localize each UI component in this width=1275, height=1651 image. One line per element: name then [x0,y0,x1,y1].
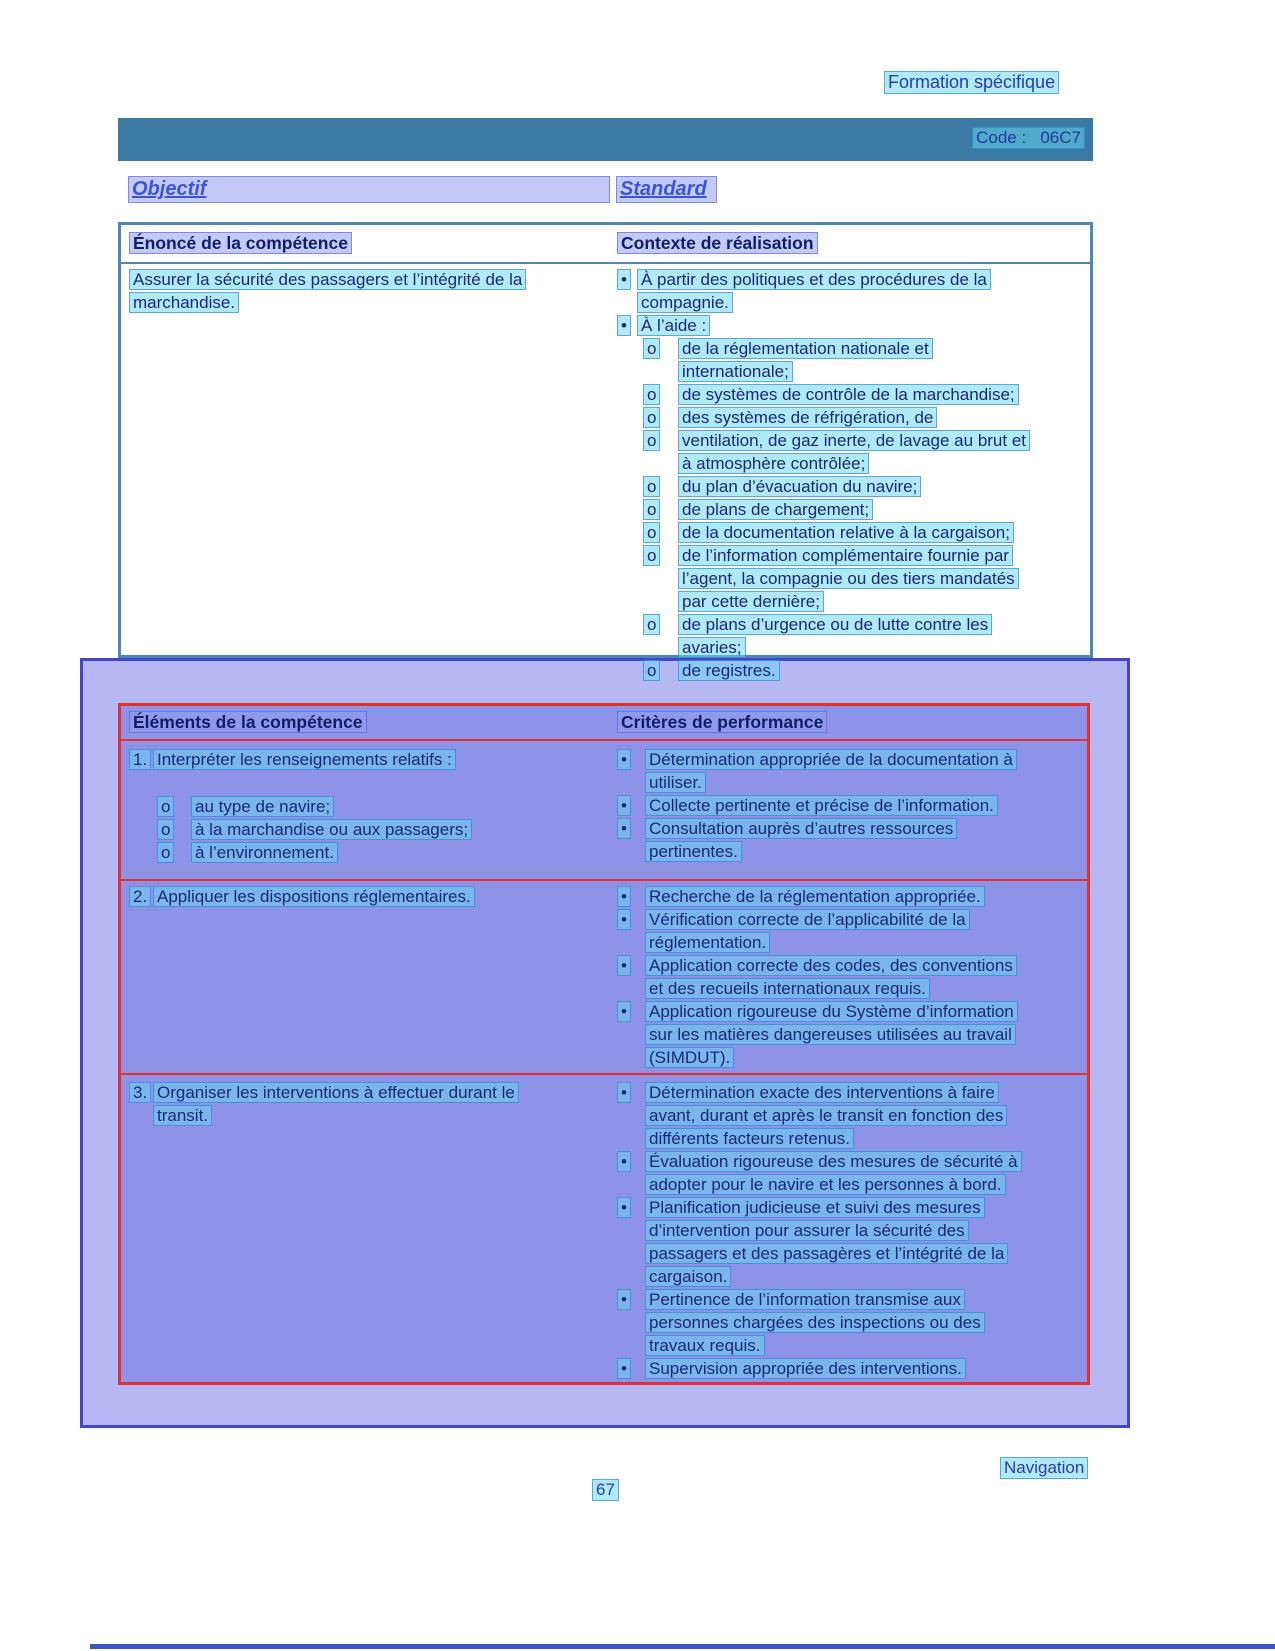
table-cell-contexte [609,270,1090,684]
line-text: l’agent, la compagnie ou des tiers mandatés [678,568,1019,589]
line-text: Vérification correcte de l’applicabilité de la [645,909,970,930]
bullet-icon: 1. [129,749,151,770]
line-text: de l’information complémentaire fournie par [678,545,1013,566]
list-marker [643,477,678,497]
line-text: à la marchandise ou aux passagers; [191,819,472,840]
text-line [643,454,1090,477]
line-text: Planification judicieuse et suivi des mesures [645,1197,985,1218]
line-text: avant, durant et après le transit en fonction des [645,1105,1007,1126]
text-line [617,316,1090,339]
line-text: Assurer la sécurité des passagers et l’intégrité de la [129,269,526,290]
bullet-icon: • [617,1001,631,1022]
table-row [121,741,1087,881]
line-text: travaux requis. [645,1335,765,1356]
text-line [617,1002,1087,1025]
list-marker [157,797,191,817]
line-text: par cette dernière; [678,591,824,612]
list-marker [617,1002,645,1022]
bullet-icon: o [643,430,660,451]
text-line [643,362,1090,385]
column-header-criteres: Critères de performance [617,711,827,733]
text-line [129,750,609,773]
line-text: Détermination exacte des interventions à faire [645,1082,999,1103]
line-text: Pertinence de l’information transmise aux [645,1289,965,1310]
line-text: différents facteurs retenus. [645,1128,854,1149]
table1-header-cell-left [121,233,609,262]
text-line [617,1025,1087,1048]
page-number: 67 [592,1479,619,1501]
text-line [129,887,609,910]
text-line [617,1313,1087,1336]
bottom-divider [90,1644,1275,1649]
line-text: de registres. [678,660,780,681]
line-text: du plan d’évacuation du navire; [678,476,921,497]
text-line [617,1198,1087,1221]
text-line [643,523,1090,546]
line-text: et des recueils internationaux requis. [645,978,930,999]
text-line [617,1359,1087,1382]
text-line [617,1290,1087,1313]
bullet-icon: o [643,660,660,681]
text-line [617,1152,1087,1175]
bullet-icon: • [617,1197,631,1218]
list-marker [157,820,191,840]
bullet-icon: • [617,886,631,907]
line-text: Supervision appropriée des interventions. [645,1358,966,1379]
list-marker [617,796,645,816]
line-text: sur les matières dangereuses utilisées au travail [645,1024,1016,1045]
bullet-icon: o [157,819,174,840]
list-marker [643,546,678,566]
line-text: Évaluation rigoureuse des mesures de sécurité à [645,1151,1022,1172]
list-marker [617,1359,645,1379]
text-line [643,661,1090,684]
heading-objectif: Objectif [132,178,207,200]
line-text: adopter pour le navire et les personnes à bord. [645,1174,1006,1195]
bullet-icon: • [617,1289,631,1310]
text-line [643,615,1090,638]
competence-table [118,703,1090,1385]
text-line [617,1244,1087,1267]
text-line [643,477,1090,500]
text-line [129,293,609,316]
text-line [617,1336,1087,1359]
table-cell-element-2 [121,887,609,1073]
bullet-icon: 3. [129,1082,151,1103]
heading-standard-strip [616,176,717,203]
line-text: Interpréter les renseignements relatifs : [153,749,456,770]
text-line [129,270,609,293]
list-marker [643,523,678,543]
table-row [121,1075,1087,1382]
line-text: au type de navire; [191,796,334,817]
bullet-icon: • [617,1151,631,1172]
line-text: d’intervention pour assurer la sécurité des [645,1220,969,1241]
table-cell-criteria-2 [609,887,1087,1073]
text-line [617,1221,1087,1244]
text-line [617,887,1087,910]
line-text: de plans de chargement; [678,499,873,520]
line-text: marchandise. [129,292,239,313]
table-cell-criteria-3 [609,1083,1087,1382]
text-line [617,1267,1087,1290]
list-marker [643,500,678,520]
bullet-icon: • [617,269,631,290]
bullet-icon: o [643,384,660,405]
line-text: (SIMDUT). [645,1047,734,1068]
bullet-icon: o [643,476,660,497]
list-marker [643,615,678,635]
table-cell-element-3 [121,1083,609,1382]
list-marker [129,750,153,770]
bullet-icon: • [617,1082,631,1103]
top-note: Formation spécifique [884,71,1059,94]
text-line [643,500,1090,523]
highlight-panel [80,658,1130,1428]
table2-header-cell-left [121,712,609,739]
line-text: transit. [153,1105,212,1126]
bullet-icon: • [617,315,631,336]
text-line [157,843,609,866]
text-line [129,1106,609,1129]
table-row [121,881,1087,1075]
list-marker [643,385,678,405]
text-line [157,797,609,820]
column-header-contexte: Contexte de réalisation [617,232,818,254]
heading-objectif-strip [128,176,610,203]
text-line [617,979,1087,1002]
list-marker [617,1083,645,1103]
text-line [617,270,1090,293]
bullet-icon: o [157,796,174,817]
bullet-icon: • [617,795,631,816]
text-line [617,933,1087,956]
table2-header-row [121,706,1087,741]
text-line [617,1048,1087,1071]
table1-header-row [121,225,1090,264]
text-line [129,1083,609,1106]
list-marker [617,956,645,976]
bullet-icon: • [617,749,631,770]
header-bar [118,118,1093,161]
text-line [643,385,1090,408]
code-badge: Code : 06C7 [972,127,1085,149]
line-text: À l’aide : [637,315,710,336]
bullet-icon: • [617,1358,631,1379]
line-text: de la documentation relative à la cargaison; [678,522,1014,543]
line-text: avaries; [678,637,746,658]
text-line [617,293,1090,316]
bullet-icon: o [643,545,660,566]
line-text: de la réglementation nationale et [678,338,933,359]
text-line [617,956,1087,979]
line-text: Organiser les interventions à effectuer durant le [153,1082,519,1103]
list-marker [617,270,637,290]
line-text: Appliquer les dispositions réglementaires. [153,886,475,907]
bullet-icon: • [617,909,631,930]
line-text: cargaison. [645,1266,731,1287]
navigation-label: Navigation [1000,1457,1088,1479]
table1-header-cell-right [609,233,1090,262]
text-line [617,910,1087,933]
list-marker [129,887,153,907]
line-text: pertinentes. [645,841,742,862]
text-line [157,820,609,843]
line-text: À partir des politiques et des procédures de la [637,269,991,290]
line-text: réglementation. [645,932,770,953]
list-marker [643,339,678,359]
list-marker [617,1198,645,1218]
text-line [643,546,1090,569]
list-marker [643,431,678,451]
bullet-icon: o [157,842,174,863]
table2-header-cell-right [609,712,1087,739]
bullet-icon: 2. [129,886,151,907]
bullet-icon: o [643,499,660,520]
text-line [129,773,609,797]
bullet-icon: o [643,522,660,543]
list-marker [617,1152,645,1172]
line-text: Application rigoureuse du Système d’information [645,1001,1018,1022]
heading-standard: Standard [620,178,707,200]
list-marker [157,843,191,863]
text-line [643,408,1090,431]
text-line [617,1129,1087,1152]
list-marker [617,750,645,770]
text-line [643,592,1090,615]
line-text: utiliser. [645,772,706,793]
line-text: passagers et des passagères et l’intégrité de la [645,1243,1008,1264]
list-marker [617,819,645,839]
bullet-icon: • [617,955,631,976]
line-text: Application correcte des codes, des conventions [645,955,1017,976]
list-marker [643,661,678,681]
list-marker [129,1083,153,1103]
bullet-icon: o [643,407,660,428]
table1-body-row [121,264,1090,684]
line-text: de plans d’urgence ou de lutte contre les [678,614,992,635]
line-text: internationale; [678,361,793,382]
text-line [643,339,1090,362]
list-marker [617,910,645,930]
standard-table [118,222,1093,680]
list-marker [617,887,645,907]
list-marker [643,408,678,428]
bullet-icon: o [643,614,660,635]
bullet-icon: o [643,338,660,359]
bullet-icon: • [617,818,631,839]
text-line [617,819,1087,842]
line-text: personnes chargées des inspections ou des [645,1312,985,1333]
text-line [617,842,1087,865]
line-text: à atmosphère contrôlée; [678,453,869,474]
list-marker [617,1290,645,1310]
column-header-elements: Éléments de la compétence [129,711,367,733]
text-line [617,796,1087,819]
text-line [643,638,1090,661]
line-text: Consultation auprès d’autres ressources [645,818,957,839]
column-header-enonce: Énoncé de la compétence [129,232,352,254]
table-cell-element-1 [121,750,609,879]
text-line [643,569,1090,592]
line-text: des systèmes de réfrigération, de [678,407,937,428]
text-line [617,1175,1087,1198]
line-text: Collecte pertinente et précise de l’information. [645,795,998,816]
line-text: de systèmes de contrôle de la marchandise; [678,384,1019,405]
line-text: Recherche de la réglementation appropriée. [645,886,985,907]
line-text: compagnie. [637,292,733,313]
text-line [617,1106,1087,1129]
text-line [617,1083,1087,1106]
line-text: Détermination appropriée de la documentation à [645,749,1017,770]
table-cell-criteria-1 [609,750,1087,879]
line-text: ventilation, de gaz inerte, de lavage au brut et [678,430,1030,451]
text-line [643,431,1090,454]
table-cell-competence [121,270,609,684]
list-marker [617,316,637,336]
line-text: à l’environnement. [191,842,338,863]
text-line [617,773,1087,796]
text-line [617,750,1087,773]
